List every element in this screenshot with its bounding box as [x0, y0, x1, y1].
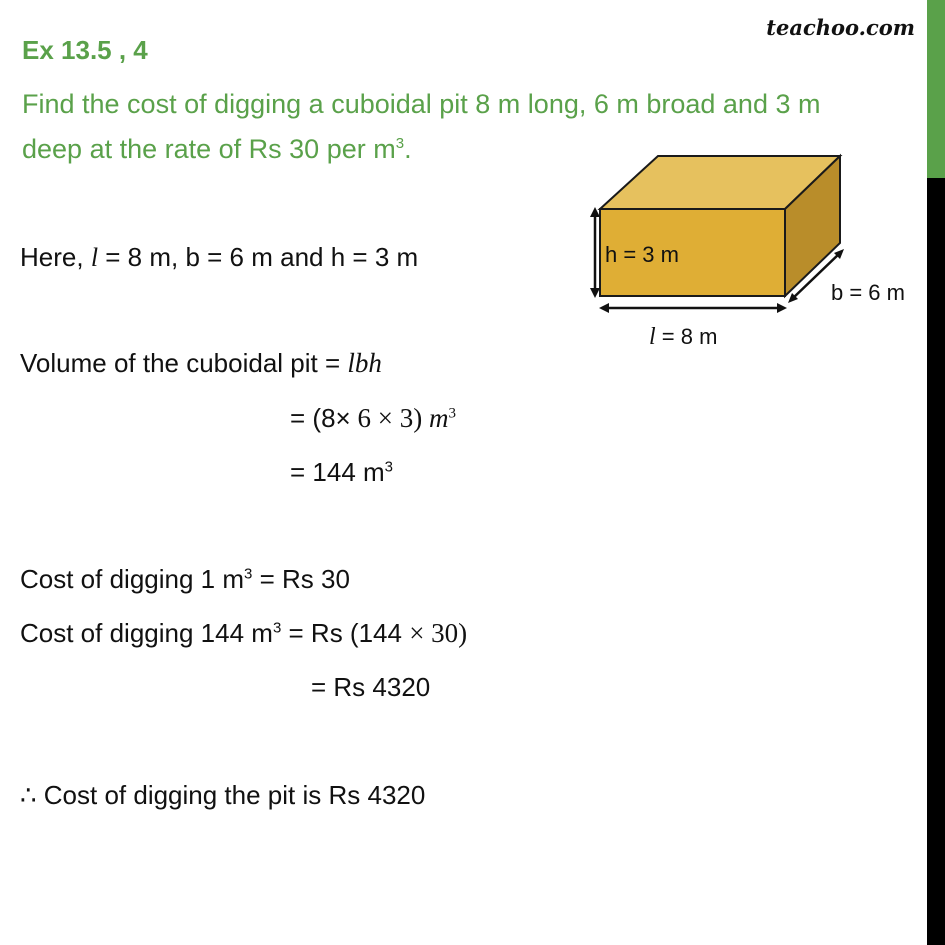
exercise-title: Ex 13.5 , 4	[22, 35, 148, 65]
breadth-label: b = 6 m	[831, 280, 905, 305]
conclusion: ∴ Cost of digging the pit is Rs 4320	[20, 780, 426, 810]
teachoo-logo[interactable]: teachoo.com	[766, 15, 915, 40]
height-label: h = 3 m	[605, 242, 679, 267]
cost-total-result: = Rs 4320	[311, 672, 431, 702]
question-line-1: Find the cost of digging a cuboidal pit 8 m long, 6 m broad and 3 m	[22, 89, 821, 119]
volume-result: = 144 $m^3$	[290, 457, 394, 487]
given-values: Here, l = 8 m, b = 6 m and h = 3 m	[20, 242, 419, 272]
volume-formula: Volume of the cuboidal pit = lbh	[20, 348, 382, 378]
cost-total-expression: Cost of digging 144 $m^3 = Rs$ (144 × 30)	[20, 618, 468, 648]
cuboid-figure	[585, 150, 925, 355]
cost-per-unit: Cost of digging 1 $m^3 = Rs$ 30	[20, 564, 350, 594]
scrollbar-thumb[interactable]	[927, 0, 945, 178]
question-line-2: deep at the rate of Rs 30 per $m^3$.	[22, 134, 412, 164]
volume-step-1: = (8× 6 × 3) $m^3$	[290, 403, 456, 433]
length-label: l = 8 m	[649, 324, 718, 350]
